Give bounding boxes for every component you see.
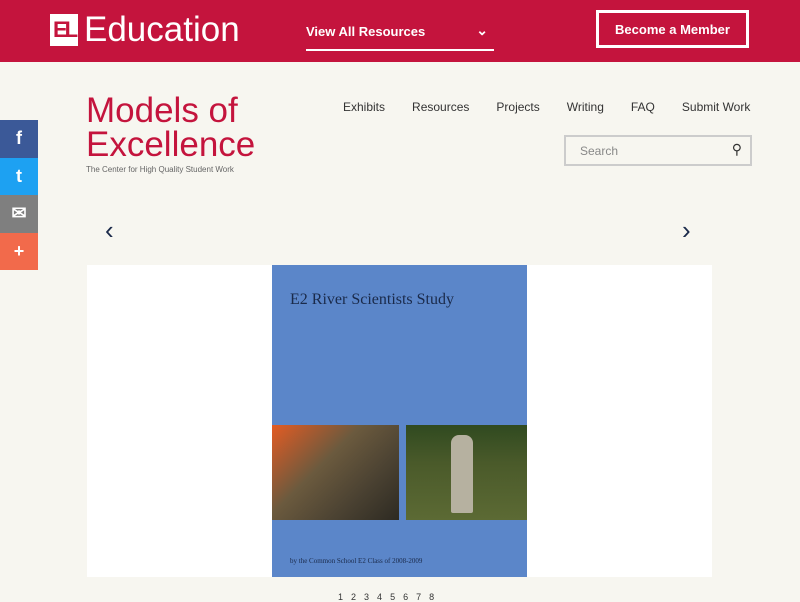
el-education-logo[interactable] — [50, 10, 240, 50]
page-1[interactable]: 1 — [338, 592, 344, 602]
email-icon[interactable]: ✉ — [0, 195, 38, 233]
page-6[interactable]: 6 — [403, 592, 409, 602]
cover-byline: by the Common School E2 Class of 2008-2009 — [290, 557, 423, 565]
twitter-icon[interactable]: t — [0, 158, 38, 196]
search-input[interactable] — [564, 135, 752, 166]
become-member-button[interactable]: Become a Member — [596, 10, 749, 48]
search-icon[interactable]: ⚲ — [731, 141, 742, 157]
facebook-icon[interactable]: f — [0, 120, 38, 158]
main-nav — [343, 100, 750, 114]
site-subtitle: The Center for High Quality Student Work — [86, 165, 234, 174]
page-4[interactable]: 4 — [377, 592, 383, 602]
page-5[interactable]: 5 — [390, 592, 396, 602]
nav-writing[interactable]: Writing — [566, 100, 604, 114]
social-share-bar — [0, 120, 38, 270]
nav-submit-work[interactable]: Submit Work — [681, 100, 751, 114]
person-figure — [451, 435, 473, 513]
top-bar — [0, 0, 800, 62]
cover-title: E2 River Scientists Study — [290, 291, 454, 308]
carousel-slide — [87, 265, 712, 577]
site-title-line2: Excellence — [86, 125, 256, 164]
page-7[interactable]: 7 — [416, 592, 422, 602]
carousel-next-icon[interactable]: › — [682, 215, 691, 245]
site-title-line1: Models of — [86, 91, 238, 130]
nav-exhibits[interactable]: Exhibits — [343, 100, 386, 114]
models-of-excellence-logo[interactable] — [86, 91, 256, 176]
book-cover-image — [272, 265, 527, 577]
dropdown-label: View All Resources — [306, 24, 426, 39]
nav-faq[interactable]: FAQ — [630, 100, 655, 114]
cover-photo-students — [272, 425, 399, 520]
share-plus-icon[interactable]: + — [0, 233, 38, 271]
view-all-resources-dropdown[interactable] — [306, 24, 494, 51]
search-placeholder: Search — [580, 144, 619, 158]
cover-photo-river — [406, 425, 527, 520]
logo-text: Education — [84, 10, 240, 49]
nav-projects[interactable]: Projects — [496, 100, 540, 114]
chevron-down-icon: ⌄ — [476, 22, 488, 38]
page-3[interactable]: 3 — [364, 592, 370, 602]
page-8[interactable]: 8 — [429, 592, 435, 602]
page-2[interactable]: 2 — [351, 592, 357, 602]
nav-resources[interactable]: Resources — [412, 100, 470, 114]
el-logo-icon: EL — [50, 14, 78, 46]
carousel-prev-icon[interactable]: ‹ — [105, 215, 114, 245]
pagination — [338, 592, 434, 602]
